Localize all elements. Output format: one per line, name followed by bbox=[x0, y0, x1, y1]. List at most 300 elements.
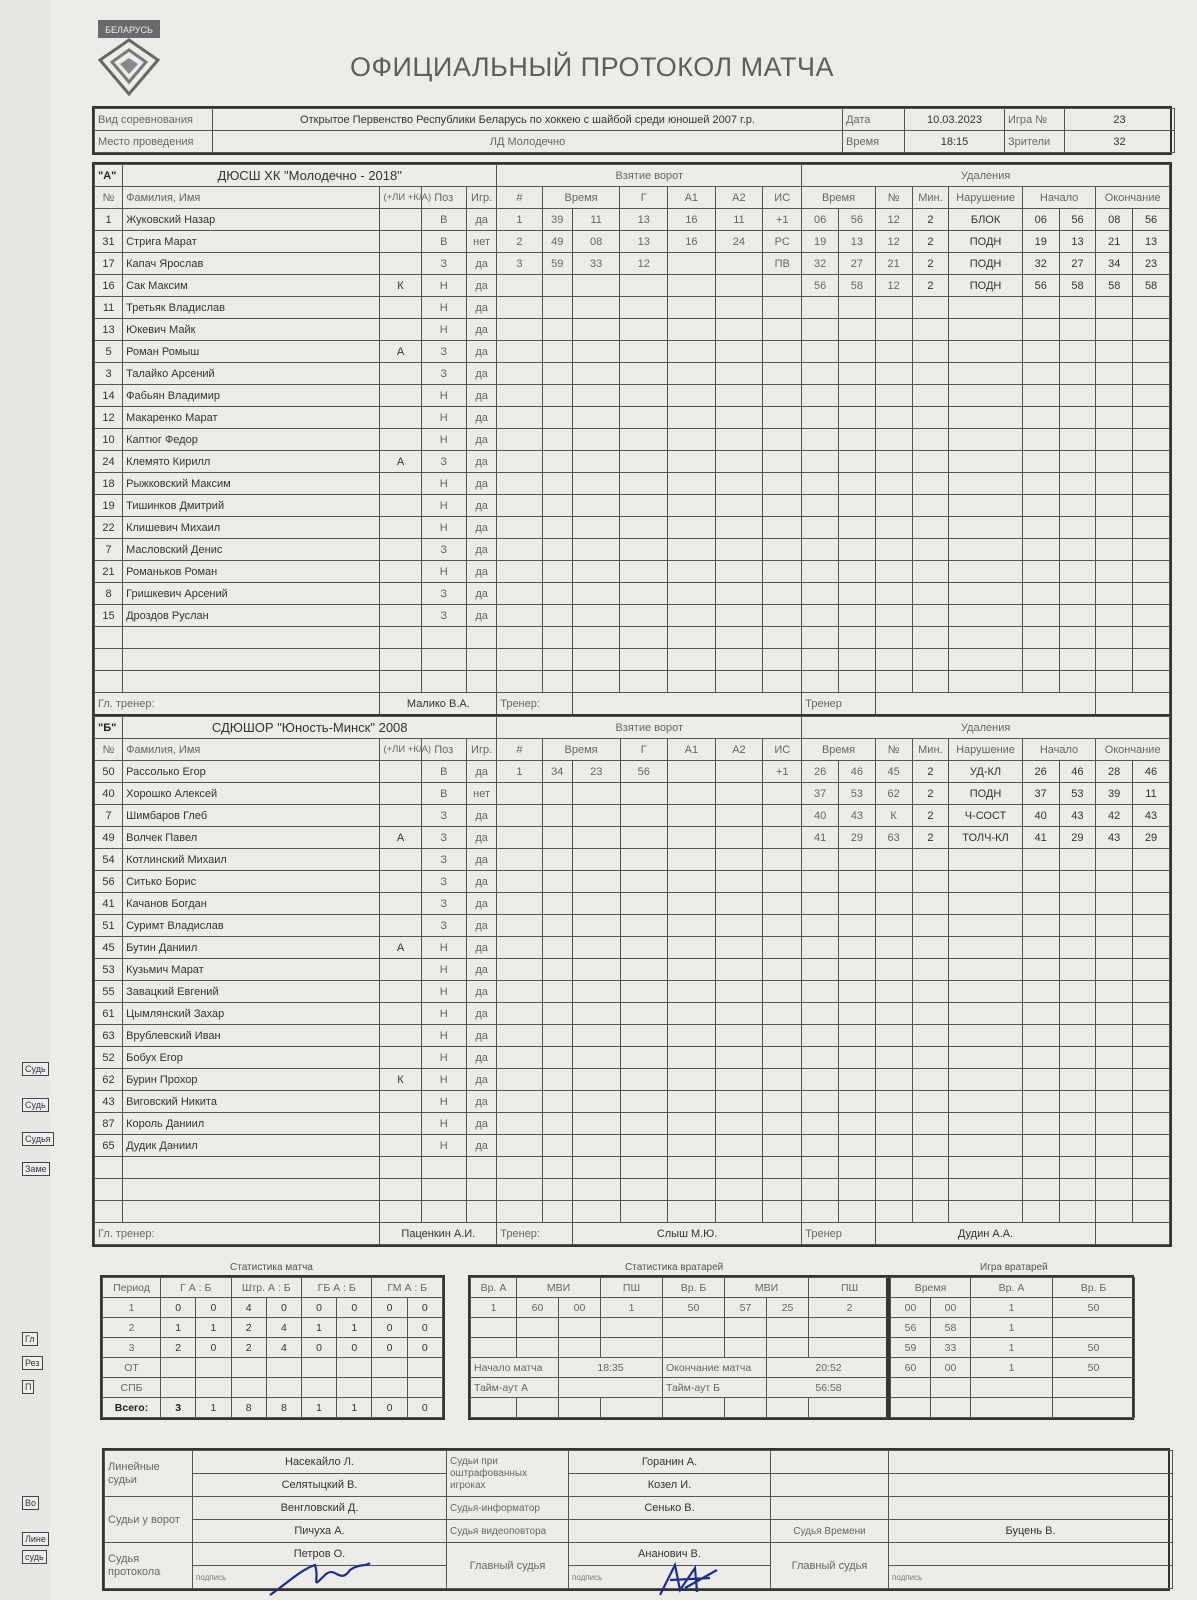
goal-minute bbox=[542, 981, 572, 1003]
penalty-player: 12 bbox=[875, 231, 912, 253]
penalty-violation bbox=[949, 1179, 1023, 1201]
blank-cell bbox=[601, 1398, 663, 1418]
penalty-judges-label: Судьи при оштрафованных игроках bbox=[447, 1451, 569, 1497]
penalty-start-sec bbox=[1059, 517, 1096, 539]
goal-second: 11 bbox=[572, 209, 620, 231]
blank-cell bbox=[931, 1398, 971, 1418]
player-name: Юкевич Майк bbox=[123, 319, 380, 341]
goal-assist-1 bbox=[668, 871, 716, 893]
stat-ga: 2 bbox=[161, 1338, 196, 1358]
player-plays: да bbox=[466, 297, 496, 319]
goal-minute bbox=[542, 1003, 572, 1025]
stat-gb: 1 bbox=[196, 1398, 231, 1418]
linesman-1: Насекайло Л. bbox=[193, 1451, 447, 1474]
penalty-start-sec: 13 bbox=[1059, 231, 1096, 253]
player-row bbox=[95, 981, 1170, 1003]
col-pos: Поз bbox=[421, 187, 466, 209]
goal-scorer bbox=[620, 1025, 668, 1047]
player-position: Н bbox=[421, 981, 466, 1003]
player-name bbox=[123, 671, 380, 693]
goal-assist-2 bbox=[715, 253, 763, 275]
player-row bbox=[95, 783, 1170, 805]
goal-number bbox=[497, 429, 542, 451]
goal-assist-2 bbox=[715, 429, 763, 451]
timeout-a-label: Тайм-аут А bbox=[471, 1378, 559, 1398]
player-name: Суримт Владислав bbox=[123, 915, 380, 937]
match-stats-header: ГМ А : Б bbox=[372, 1278, 443, 1298]
player-plays: да bbox=[466, 429, 496, 451]
penalty-violation: Ч-СОСТ bbox=[949, 805, 1023, 827]
stat-sb bbox=[266, 1378, 301, 1398]
goal-situation bbox=[763, 937, 802, 959]
col-no: № bbox=[95, 187, 123, 209]
stat-gma bbox=[372, 1378, 407, 1398]
player-number bbox=[95, 627, 123, 649]
player-row bbox=[95, 561, 1170, 583]
player-role bbox=[380, 1047, 421, 1069]
penalty-violation bbox=[949, 893, 1023, 915]
goal-scorer bbox=[620, 849, 668, 871]
match-end-value: 20:52 bbox=[767, 1358, 891, 1378]
player-plays bbox=[466, 1201, 496, 1223]
goal-scorer bbox=[620, 583, 668, 605]
penalty-minutes bbox=[912, 517, 949, 539]
penalty-end-min bbox=[1096, 1113, 1133, 1135]
spectators-label: Зрители bbox=[1005, 131, 1065, 153]
penalty-violation bbox=[949, 1091, 1023, 1113]
player-number: 15 bbox=[95, 605, 123, 627]
penalty-player bbox=[875, 627, 912, 649]
penalty-start-min: 40 bbox=[1022, 805, 1059, 827]
coach-value: Слыш М.Ю. bbox=[572, 1223, 801, 1245]
player-number bbox=[95, 1157, 123, 1179]
goal-minute: 39 bbox=[542, 209, 572, 231]
goal-scorer bbox=[620, 649, 668, 671]
penalty-start-sec bbox=[1059, 495, 1096, 517]
gk-mvia_s: 00 bbox=[559, 1298, 601, 1318]
goal-second bbox=[572, 495, 620, 517]
player-number: 49 bbox=[95, 827, 123, 849]
penalty-second bbox=[839, 1179, 876, 1201]
col-violation: Нарушение bbox=[949, 187, 1023, 209]
penalty-violation: ПОДН bbox=[949, 231, 1023, 253]
goal-situation bbox=[763, 849, 802, 871]
player-row bbox=[95, 849, 1170, 871]
player-role bbox=[380, 1179, 421, 1201]
penalty-second bbox=[839, 319, 876, 341]
gk-header-mvi-a: МВИ bbox=[517, 1278, 601, 1298]
penalty-start-sec bbox=[1059, 1157, 1096, 1179]
match-end-label: Окончание матча bbox=[663, 1358, 767, 1378]
penalty-second: 46 bbox=[839, 761, 876, 783]
player-name: Масловский Денис bbox=[123, 539, 380, 561]
col-a1: А1 bbox=[668, 187, 716, 209]
penalty-player bbox=[875, 473, 912, 495]
penalty-player bbox=[875, 319, 912, 341]
penalty-violation bbox=[949, 959, 1023, 981]
penalty-minutes bbox=[912, 407, 949, 429]
stat-gba: 1 bbox=[301, 1398, 336, 1418]
penalty-second bbox=[839, 1047, 876, 1069]
goal-judge-1: Венгловский Д. bbox=[193, 1497, 447, 1520]
penalty-violation bbox=[949, 605, 1023, 627]
goal-number bbox=[497, 319, 542, 341]
penalty-minutes: 2 bbox=[912, 783, 949, 805]
penalty-end-sec bbox=[1133, 385, 1170, 407]
penalty-minute bbox=[802, 849, 839, 871]
goal-second bbox=[572, 893, 620, 915]
penalty-player bbox=[875, 959, 912, 981]
strip-label: Судья bbox=[22, 1132, 54, 1146]
goal-second bbox=[572, 583, 620, 605]
goal-minute bbox=[542, 1135, 572, 1157]
player-role bbox=[380, 1113, 421, 1135]
goal-minute bbox=[542, 583, 572, 605]
player-row bbox=[95, 893, 1170, 915]
linesman-2: Селятыцкий В. bbox=[193, 1474, 447, 1497]
penalty-minute: 37 bbox=[802, 783, 839, 805]
penalty-start-min bbox=[1022, 363, 1059, 385]
team-letter: "А" bbox=[95, 165, 123, 187]
penalty-violation bbox=[949, 363, 1023, 385]
player-position: З bbox=[421, 871, 466, 893]
goal-assist-2 bbox=[715, 1201, 763, 1223]
gk-play-row bbox=[891, 1358, 1135, 1378]
col-pos: Поз bbox=[421, 739, 466, 761]
penalty-start-min bbox=[1022, 959, 1059, 981]
goal-judge-2: Пичуха А. bbox=[193, 1520, 447, 1543]
penalty-minutes bbox=[912, 1113, 949, 1135]
penalty-end-min bbox=[1096, 451, 1133, 473]
penalty-start-sec bbox=[1059, 561, 1096, 583]
goal-assist-1 bbox=[668, 1025, 716, 1047]
player-row bbox=[95, 385, 1170, 407]
player-plays bbox=[466, 1157, 496, 1179]
player-plays: да bbox=[466, 473, 496, 495]
goal-scorer bbox=[620, 1179, 668, 1201]
player-name: Дроздов Руслан bbox=[123, 605, 380, 627]
penalty-start-sec bbox=[1059, 627, 1096, 649]
goal-number bbox=[497, 981, 542, 1003]
player-plays: да bbox=[466, 1025, 496, 1047]
goal-minute bbox=[542, 1113, 572, 1135]
goal-minute bbox=[542, 473, 572, 495]
penalty-end-min bbox=[1096, 1157, 1133, 1179]
match-stats-header: Период bbox=[103, 1278, 161, 1298]
penalty-minutes: 2 bbox=[912, 761, 949, 783]
gk-play-b: 50 bbox=[1053, 1298, 1135, 1318]
penalty-second: 13 bbox=[839, 231, 876, 253]
stat-gmb: 0 bbox=[407, 1298, 442, 1318]
stat-gmb bbox=[407, 1358, 442, 1378]
goal-second bbox=[572, 561, 620, 583]
protocol-sheet bbox=[50, 0, 1197, 1600]
player-plays: да bbox=[466, 937, 496, 959]
goal-scorer bbox=[620, 827, 668, 849]
player-role bbox=[380, 981, 421, 1003]
player-number: 55 bbox=[95, 981, 123, 1003]
penalty-start-min: 41 bbox=[1022, 827, 1059, 849]
penalty-second bbox=[839, 893, 876, 915]
goal-scorer bbox=[620, 385, 668, 407]
player-name: Завацкий Евгений bbox=[123, 981, 380, 1003]
player-position: З bbox=[421, 849, 466, 871]
goal-scorer bbox=[620, 671, 668, 693]
player-row bbox=[95, 363, 1170, 385]
penalty-start-min bbox=[1022, 495, 1059, 517]
goal-number bbox=[497, 1025, 542, 1047]
penalty-violation bbox=[949, 649, 1023, 671]
penalty-start-min bbox=[1022, 385, 1059, 407]
goal-assist-2 bbox=[715, 893, 763, 915]
penalty-minute: 19 bbox=[802, 231, 839, 253]
player-row bbox=[95, 231, 1170, 253]
penalty-minutes: 2 bbox=[912, 231, 949, 253]
player-name: Рыжковский Максим bbox=[123, 473, 380, 495]
penalty-end-sec bbox=[1133, 583, 1170, 605]
penalty-start-min bbox=[1022, 649, 1059, 671]
goal-second bbox=[572, 649, 620, 671]
player-position: З bbox=[421, 827, 466, 849]
player-position: Н bbox=[421, 1091, 466, 1113]
player-name: Врублевский Иван bbox=[123, 1025, 380, 1047]
goal-minute bbox=[542, 363, 572, 385]
penalty-start-min: 26 bbox=[1022, 761, 1059, 783]
player-plays: да bbox=[466, 495, 496, 517]
blank-cell bbox=[891, 1378, 931, 1398]
goal-minute: 59 bbox=[542, 253, 572, 275]
blank-cell bbox=[1096, 1223, 1170, 1245]
col-goal-time: Время bbox=[542, 187, 620, 209]
goal-scorer bbox=[620, 783, 668, 805]
goal-situation bbox=[763, 893, 802, 915]
stat-gmb: 0 bbox=[407, 1338, 442, 1358]
player-number: 61 bbox=[95, 1003, 123, 1025]
penalty-end-sec bbox=[1133, 959, 1170, 981]
player-role bbox=[380, 627, 421, 649]
player-name bbox=[123, 627, 380, 649]
penalty-second bbox=[839, 649, 876, 671]
goal-scorer bbox=[620, 1157, 668, 1179]
player-row bbox=[95, 761, 1170, 783]
penalty-end-min bbox=[1096, 1025, 1133, 1047]
goal-scorer bbox=[620, 981, 668, 1003]
goal-assist-1 bbox=[668, 407, 716, 429]
penalty-end-min bbox=[1096, 849, 1133, 871]
penalty-end-sec: 43 bbox=[1133, 805, 1170, 827]
goal-scorer bbox=[620, 363, 668, 385]
penalty-minute bbox=[802, 561, 839, 583]
player-name: Бобух Егор bbox=[123, 1047, 380, 1069]
goal-scorer bbox=[620, 1069, 668, 1091]
goal-assist-2 bbox=[715, 407, 763, 429]
player-row bbox=[95, 1201, 1170, 1223]
player-number bbox=[95, 1201, 123, 1223]
penalty-second: 56 bbox=[839, 209, 876, 231]
video-value bbox=[569, 1520, 771, 1543]
gk-psb: 2 bbox=[809, 1298, 891, 1318]
penalty-minute bbox=[802, 1025, 839, 1047]
player-role bbox=[380, 253, 421, 275]
goal-scorer bbox=[620, 341, 668, 363]
blank-cell bbox=[663, 1398, 725, 1418]
player-number: 12 bbox=[95, 407, 123, 429]
penalty-minute bbox=[802, 385, 839, 407]
player-plays bbox=[466, 671, 496, 693]
player-position: З bbox=[421, 253, 466, 275]
player-role bbox=[380, 893, 421, 915]
goal-second bbox=[572, 1201, 620, 1223]
player-name: Жуковский Назар bbox=[123, 209, 380, 231]
goal-assist-1 bbox=[668, 473, 716, 495]
goal-assist-1 bbox=[668, 805, 716, 827]
goal-situation bbox=[763, 1069, 802, 1091]
player-plays: да bbox=[466, 1135, 496, 1157]
penalty-player bbox=[875, 451, 912, 473]
officials-table bbox=[102, 1448, 1170, 1591]
penalty-end-sec bbox=[1133, 1157, 1170, 1179]
penalty-end-sec bbox=[1133, 1201, 1170, 1223]
penalty-minutes bbox=[912, 561, 949, 583]
stat-ga: 3 bbox=[161, 1398, 196, 1418]
goal-second bbox=[572, 451, 620, 473]
penalty-start-sec bbox=[1059, 1069, 1096, 1091]
player-role bbox=[380, 605, 421, 627]
blank-cell bbox=[559, 1338, 601, 1358]
penalty-minute bbox=[802, 451, 839, 473]
goal-number bbox=[497, 671, 542, 693]
penalty-second bbox=[839, 959, 876, 981]
col-start: Начало bbox=[1022, 739, 1096, 761]
player-number: 5 bbox=[95, 341, 123, 363]
goal-assist-1 bbox=[668, 451, 716, 473]
player-row bbox=[95, 1091, 1170, 1113]
penalty-start-sec: 43 bbox=[1059, 805, 1096, 827]
penalty-player: 12 bbox=[875, 275, 912, 297]
player-row bbox=[95, 1003, 1170, 1025]
penalty-violation bbox=[949, 1069, 1023, 1091]
goal-minute bbox=[542, 1201, 572, 1223]
player-row bbox=[95, 1179, 1170, 1201]
player-number: 53 bbox=[95, 959, 123, 981]
player-number: 52 bbox=[95, 1047, 123, 1069]
penalty-minute bbox=[802, 959, 839, 981]
penalty-second: 27 bbox=[839, 253, 876, 275]
penalty-minute bbox=[802, 517, 839, 539]
player-position: В bbox=[421, 231, 466, 253]
penalty-player bbox=[875, 429, 912, 451]
goal-minute bbox=[542, 849, 572, 871]
penalty-start-min bbox=[1022, 341, 1059, 363]
penalty-start-sec bbox=[1059, 1113, 1096, 1135]
goal-second bbox=[572, 1091, 620, 1113]
penalty-second bbox=[839, 915, 876, 937]
penalty-minutes bbox=[912, 1091, 949, 1113]
penalty-end-min: 08 bbox=[1096, 209, 1133, 231]
chief-judge-value: Ананович В. bbox=[569, 1543, 771, 1566]
goal-situation bbox=[763, 539, 802, 561]
goal-second bbox=[572, 1069, 620, 1091]
penalty-end-min: 34 bbox=[1096, 253, 1133, 275]
penalty-minute bbox=[802, 1091, 839, 1113]
penalty-player: 45 bbox=[875, 761, 912, 783]
col-goal-num: # bbox=[497, 187, 542, 209]
penalty-violation bbox=[949, 1113, 1023, 1135]
stat-gma: 0 bbox=[372, 1338, 407, 1358]
goal-assist-1 bbox=[668, 1135, 716, 1157]
player-position: Н bbox=[421, 297, 466, 319]
player-row bbox=[95, 495, 1170, 517]
player-number: 51 bbox=[95, 915, 123, 937]
signature-label-2: подпись bbox=[569, 1566, 771, 1589]
penalty-minutes bbox=[912, 451, 949, 473]
player-name: Стрига Марат bbox=[123, 231, 380, 253]
col-a1: А1 bbox=[668, 739, 716, 761]
protocol-judge-label: Судья протокола bbox=[105, 1543, 193, 1589]
player-role: А bbox=[380, 451, 421, 473]
player-position: Н bbox=[421, 517, 466, 539]
goal-minute: 34 bbox=[542, 761, 572, 783]
goal-minute bbox=[542, 871, 572, 893]
penalty-minute bbox=[802, 429, 839, 451]
goal-situation bbox=[763, 1113, 802, 1135]
goal-minute bbox=[542, 893, 572, 915]
goal-assist-1 bbox=[668, 319, 716, 341]
goal-second bbox=[572, 1179, 620, 1201]
blank-cell bbox=[809, 1398, 891, 1418]
player-row bbox=[95, 209, 1170, 231]
player-position: З bbox=[421, 539, 466, 561]
coach2-label: Тренер bbox=[802, 1223, 876, 1245]
gk-play-a: 1 bbox=[971, 1318, 1053, 1338]
penalty-second bbox=[839, 605, 876, 627]
period-row bbox=[103, 1338, 443, 1358]
player-role bbox=[380, 231, 421, 253]
stat-gbb: 0 bbox=[337, 1298, 372, 1318]
gk-play-b: 50 bbox=[1053, 1358, 1135, 1378]
goal-assist-2 bbox=[715, 1003, 763, 1025]
player-role bbox=[380, 1003, 421, 1025]
stat-gba: 1 bbox=[301, 1318, 336, 1338]
player-number: 21 bbox=[95, 561, 123, 583]
col-is: ИС bbox=[763, 187, 802, 209]
player-plays: да bbox=[466, 341, 496, 363]
goal-assist-1 bbox=[668, 915, 716, 937]
penalty-second bbox=[839, 583, 876, 605]
stat-sa bbox=[231, 1358, 266, 1378]
strip-label: Судь bbox=[22, 1098, 49, 1112]
penalty-start-min bbox=[1022, 1135, 1059, 1157]
penalty-violation bbox=[949, 1025, 1023, 1047]
penalty-end-sec bbox=[1133, 671, 1170, 693]
penalty-violation bbox=[949, 473, 1023, 495]
goal-number bbox=[497, 827, 542, 849]
player-number: 63 bbox=[95, 1025, 123, 1047]
penalty-player bbox=[875, 363, 912, 385]
goal-number bbox=[497, 1179, 542, 1201]
penalty-start-sec bbox=[1059, 959, 1096, 981]
penalty-start-sec: 29 bbox=[1059, 827, 1096, 849]
player-row bbox=[95, 297, 1170, 319]
goal-number bbox=[497, 451, 542, 473]
penalty-end-sec: 13 bbox=[1133, 231, 1170, 253]
gk-mvib_s: 25 bbox=[767, 1298, 809, 1318]
player-role bbox=[380, 1135, 421, 1157]
penalty-minute bbox=[802, 649, 839, 671]
penalty-end-min bbox=[1096, 1091, 1133, 1113]
goal-number bbox=[497, 915, 542, 937]
penalty-end-min bbox=[1096, 671, 1133, 693]
